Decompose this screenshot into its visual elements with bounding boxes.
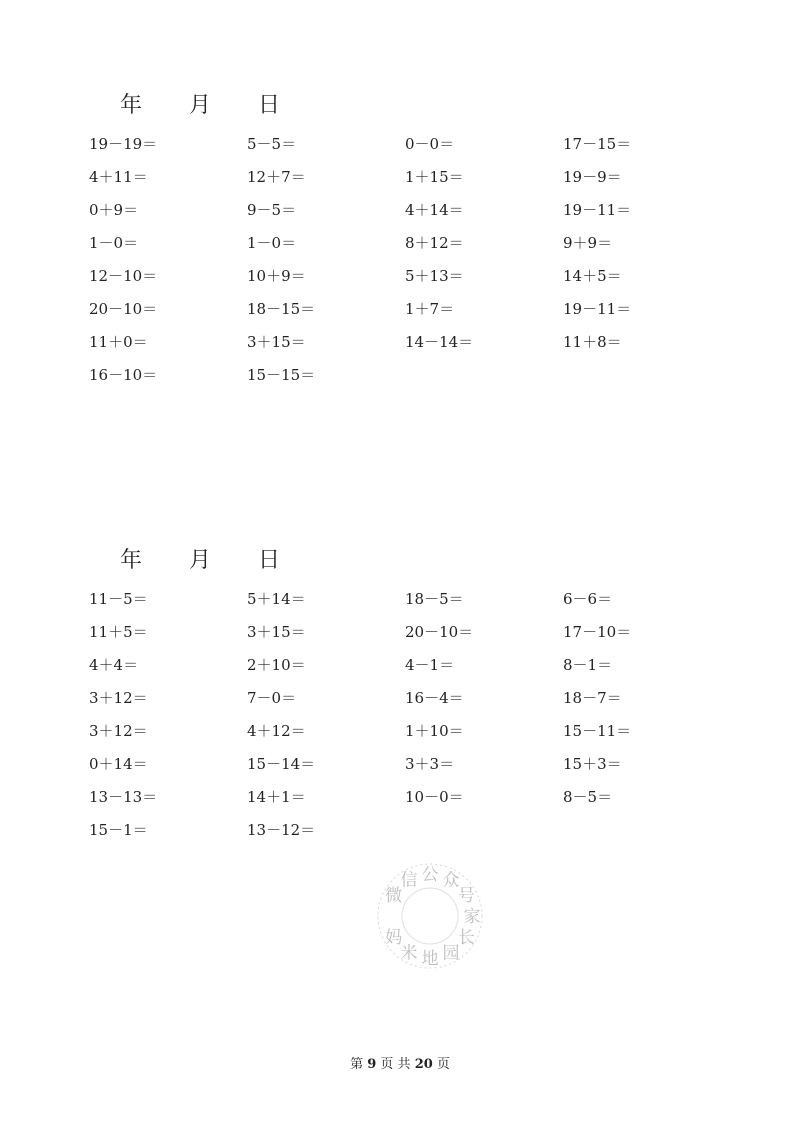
math-problem: 0＋14＝ xyxy=(89,755,148,773)
day-label: 日 xyxy=(258,93,281,118)
watermark-glyph: 地 xyxy=(421,949,439,969)
watermark-glyph: 园 xyxy=(442,943,460,964)
page-footer xyxy=(0,1053,800,1072)
problem-grid-2 xyxy=(89,589,721,853)
math-problem: 15＋3＝ xyxy=(563,755,622,773)
total-pages: 20 xyxy=(414,1057,433,1072)
math-problem: 19－19＝ xyxy=(89,135,158,153)
math-problem: 17－15＝ xyxy=(563,135,632,153)
year-label: 年 xyxy=(120,548,143,573)
math-problem: 18－7＝ xyxy=(563,689,622,707)
watermark-glyph: 公 xyxy=(421,865,439,885)
math-problem: 14＋5＝ xyxy=(563,267,622,285)
watermark-glyph: 米 xyxy=(400,943,418,964)
math-problem: 4－1＝ xyxy=(405,656,455,674)
math-problem: 15－1＝ xyxy=(89,821,148,839)
math-problem: 16－4＝ xyxy=(405,689,464,707)
math-problem: 8－1＝ xyxy=(563,656,613,674)
math-problem: 3＋12＝ xyxy=(89,722,148,740)
math-problem: 4＋14＝ xyxy=(405,201,464,219)
math-problem: 3＋12＝ xyxy=(89,689,148,707)
month-label: 月 xyxy=(189,548,212,573)
math-problem: 8－5＝ xyxy=(563,788,613,806)
watermark-glyph: 长 xyxy=(457,928,475,948)
math-problem: 1＋7＝ xyxy=(405,300,455,318)
math-problem: 5－5＝ xyxy=(247,135,297,153)
year-label: 年 xyxy=(120,93,143,118)
watermark-glyph: 妈 xyxy=(385,928,403,948)
footer-prefix: 第 xyxy=(350,1057,364,1072)
math-problem: 4＋12＝ xyxy=(247,722,306,740)
math-problem: 20－10＝ xyxy=(89,300,158,318)
math-problem: 14＋1＝ xyxy=(247,788,306,806)
math-problem: 18－5＝ xyxy=(405,590,464,608)
current-page: 9 xyxy=(367,1057,377,1072)
watermark-stamp xyxy=(355,848,505,978)
math-problem: 3＋3＝ xyxy=(405,755,455,773)
math-problem: 2＋10＝ xyxy=(247,656,306,674)
math-problem: 3＋15＝ xyxy=(247,333,306,351)
math-problem: 4＋11＝ xyxy=(89,168,148,186)
watermark-glyph: 家 xyxy=(463,907,481,927)
math-problem: 1－0＝ xyxy=(89,234,139,252)
math-problem: 19－9＝ xyxy=(563,168,622,186)
math-problem: 9－5＝ xyxy=(247,201,297,219)
math-problem: 11＋5＝ xyxy=(89,623,148,641)
watermark-glyph: 众 xyxy=(442,870,460,891)
math-problem: 15－15＝ xyxy=(247,366,316,384)
math-problem: 5＋14＝ xyxy=(247,590,306,608)
math-problem: 6－6＝ xyxy=(563,590,613,608)
math-problem: 12＋7＝ xyxy=(247,168,306,186)
math-problem: 1＋15＝ xyxy=(405,168,464,186)
math-problem: 12－10＝ xyxy=(89,267,158,285)
math-problem: 7－0＝ xyxy=(247,689,297,707)
math-problem: 11＋0＝ xyxy=(89,333,148,351)
watermark-glyph: 微 xyxy=(385,886,403,906)
math-problem: 18－15＝ xyxy=(247,300,316,318)
math-problem: 5＋13＝ xyxy=(405,267,464,285)
math-problem: 9＋9＝ xyxy=(563,234,613,252)
math-problem: 0＋9＝ xyxy=(89,201,139,219)
math-problem: 13－12＝ xyxy=(247,821,316,839)
math-problem: 11＋8＝ xyxy=(563,333,622,351)
day-label: 日 xyxy=(258,548,281,573)
math-problem: 19－11＝ xyxy=(563,300,632,318)
footer-mid: 页 共 xyxy=(380,1057,411,1072)
math-problem: 15－11＝ xyxy=(563,722,632,740)
math-problem: 4＋4＝ xyxy=(89,656,139,674)
math-problem: 10＋9＝ xyxy=(247,267,306,285)
math-problem: 8＋12＝ xyxy=(405,234,464,252)
math-problem: 1＋10＝ xyxy=(405,722,464,740)
math-problem: 19－11＝ xyxy=(563,201,632,219)
math-problem: 3＋15＝ xyxy=(247,623,306,641)
math-problem: 0－0＝ xyxy=(405,135,455,153)
math-problem: 15－14＝ xyxy=(247,755,316,773)
math-problem: 1－0＝ xyxy=(247,234,297,252)
watermark-glyph: 信 xyxy=(400,870,418,891)
math-problem: 11－5＝ xyxy=(89,590,148,608)
math-problem: 17－10＝ xyxy=(563,623,632,641)
date-line-2 xyxy=(120,543,302,574)
month-label: 月 xyxy=(189,93,212,118)
math-problem: 10－0＝ xyxy=(405,788,464,806)
date-line-1 xyxy=(120,88,302,119)
math-problem: 20－10＝ xyxy=(405,623,474,641)
problem-grid-1 xyxy=(89,134,721,398)
math-problem: 16－10＝ xyxy=(89,366,158,384)
footer-suffix: 页 xyxy=(436,1057,450,1072)
math-problem: 14－14＝ xyxy=(405,333,474,351)
watermark-glyph: 号 xyxy=(457,886,475,906)
math-problem: 13－13＝ xyxy=(89,788,158,806)
